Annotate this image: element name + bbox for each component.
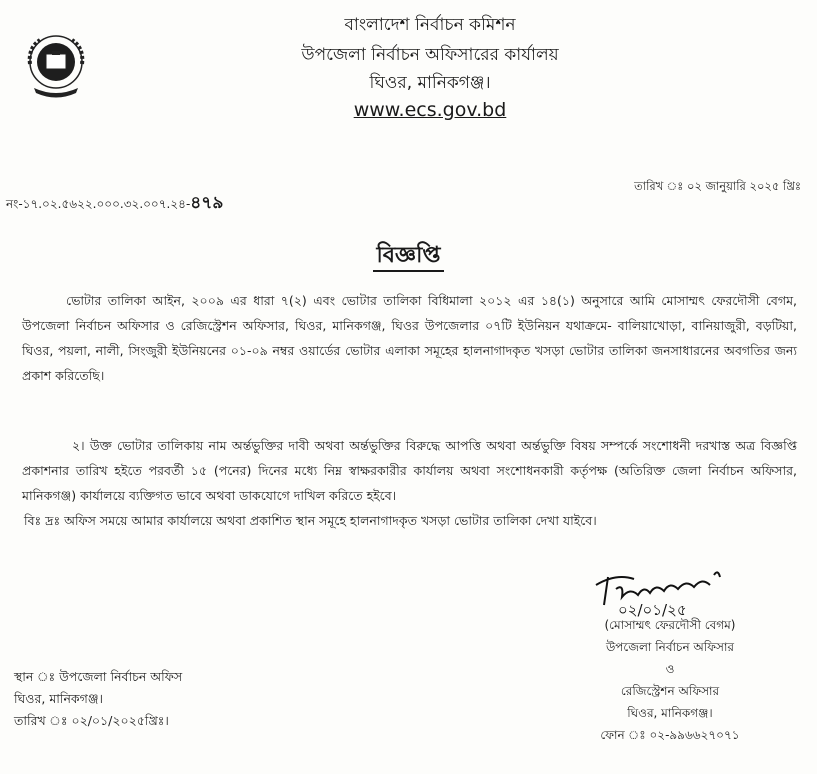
signature-date: ০২/০১/২৫ xyxy=(618,601,687,619)
signatory-name: (মোসাম্মৎ ফেরদৌসী বেগম) xyxy=(604,618,736,632)
signatory-phone: ফোন ঃ ০২-৯৯৬৬২৭০৭১ xyxy=(600,728,740,742)
notice-title: বিজ্ঞপ্তি xyxy=(0,238,817,275)
signature-block xyxy=(535,614,805,746)
notice-paragraph-2: ২। উক্ত ভোটার তালিকায় নাম অর্ন্তভুক্তির দাবী অথবা অর্ন্তভুক্তির বিরুদ্ধে আপত্তি অথবা অর্ন্তভুক্তি বিষয় সম্পর্কে সংশোধনী দরখাস্ত অত্র বিজ্ঞপ্তি প্রকাশনার তারিখ হইতে পরবর্তী ১৫ (পনের) দিনের মধ্যে নিম্ন স্বাক্ষরকারীর কার্যালয় অথবা সংশোধনকারী কর্তৃপক্ষ (অতিরিক্ত জেলা নির্বাচন অফিসার, মানিকগঞ্জ) কার্যালয়ে ব্যক্তিগত ভাবে অথবা ডাকযোগে দাখিল করিতে হইবে। xyxy=(22,438,797,503)
place-line-3: তারিখ ঃ ০২/০১/২০২৫খ্রিঃ। xyxy=(14,713,169,728)
place-line-1: স্থান ঃ উপজেলা নির্বাচন অফিস xyxy=(14,669,183,684)
signatory-designation-1: উপজেলা নির্বাচন অফিসার xyxy=(605,640,735,654)
signatory-and: ও xyxy=(665,662,675,676)
notice-paragraph-1: ভোটার তালিকা আইন, ২০০৯ এর ধারা ৭(২) এবং ভোটার তালিকা বিধিমালা ২০১২ এর ১৪(১) অনুসারে আমি মোসাম্মৎ ফেরদৌসী বেগম, উপজেলা নির্বাচন অফিসার ও রেজিস্ট্রেশন অফিসার, ঘিওর, মানিকগঞ্জ, ঘিওর উপজেলার ০৭টি ইউনিয়ন যথাক্রমে- বালিয়াখোড়া, বানিয়াজুরী, বড়টিয়া, ঘিওর, পয়লা, নালী, সিংজুরী ইউনিয়নের ০১-০৯ নম্বর ওয়ার্ডের ভোটার এলাকা সমূহের হালনাগাদকৃত খসড়া ভোটার তালিকা জনসাধারনের অবগতির জন্য প্রকাশ করিতেছি। xyxy=(22,293,797,383)
memo-number-text: নং-১৭.০২.৫৬২২.০০০.৩২.০০৭.২৪- xyxy=(6,197,191,211)
signatory-location: ঘিওর, মানিকগঞ্জ। xyxy=(627,706,713,720)
memo-date: তারিখ ঃ ০২ জানুয়ারি ২০২৫ খ্রিঃ xyxy=(634,179,801,193)
place-line-2: ঘিওর, মানিকগঞ্জ। xyxy=(14,691,104,706)
notice-note: বিঃ দ্রঃ অফিস সময়ে আমার কার্যালয়ে অথবা প্রকাশিত স্থান সমূহে হালনাগাদকৃত খসড়া ভোটার তালিকা দেখা যাইবে। xyxy=(24,513,597,528)
office-name: উপজেলা নির্বাচন অফিসারের কার্যালয় xyxy=(301,45,559,65)
signatory-designation-2: রেজিস্ট্রেশন অফিসার xyxy=(620,684,720,698)
website-link[interactable]: www.ecs.gov.bd xyxy=(353,99,507,121)
office-location: ঘিওর, মানিকগঞ্জ। xyxy=(369,73,491,93)
memo-number xyxy=(6,190,223,218)
place-block xyxy=(14,666,182,732)
handwritten-signature xyxy=(586,565,746,619)
memo-serial: ৪৭৯ xyxy=(190,193,224,213)
election-commission-emblem-icon xyxy=(22,30,90,100)
organization-name: বাংলাদেশ নির্বাচন কমিশন xyxy=(344,15,516,35)
